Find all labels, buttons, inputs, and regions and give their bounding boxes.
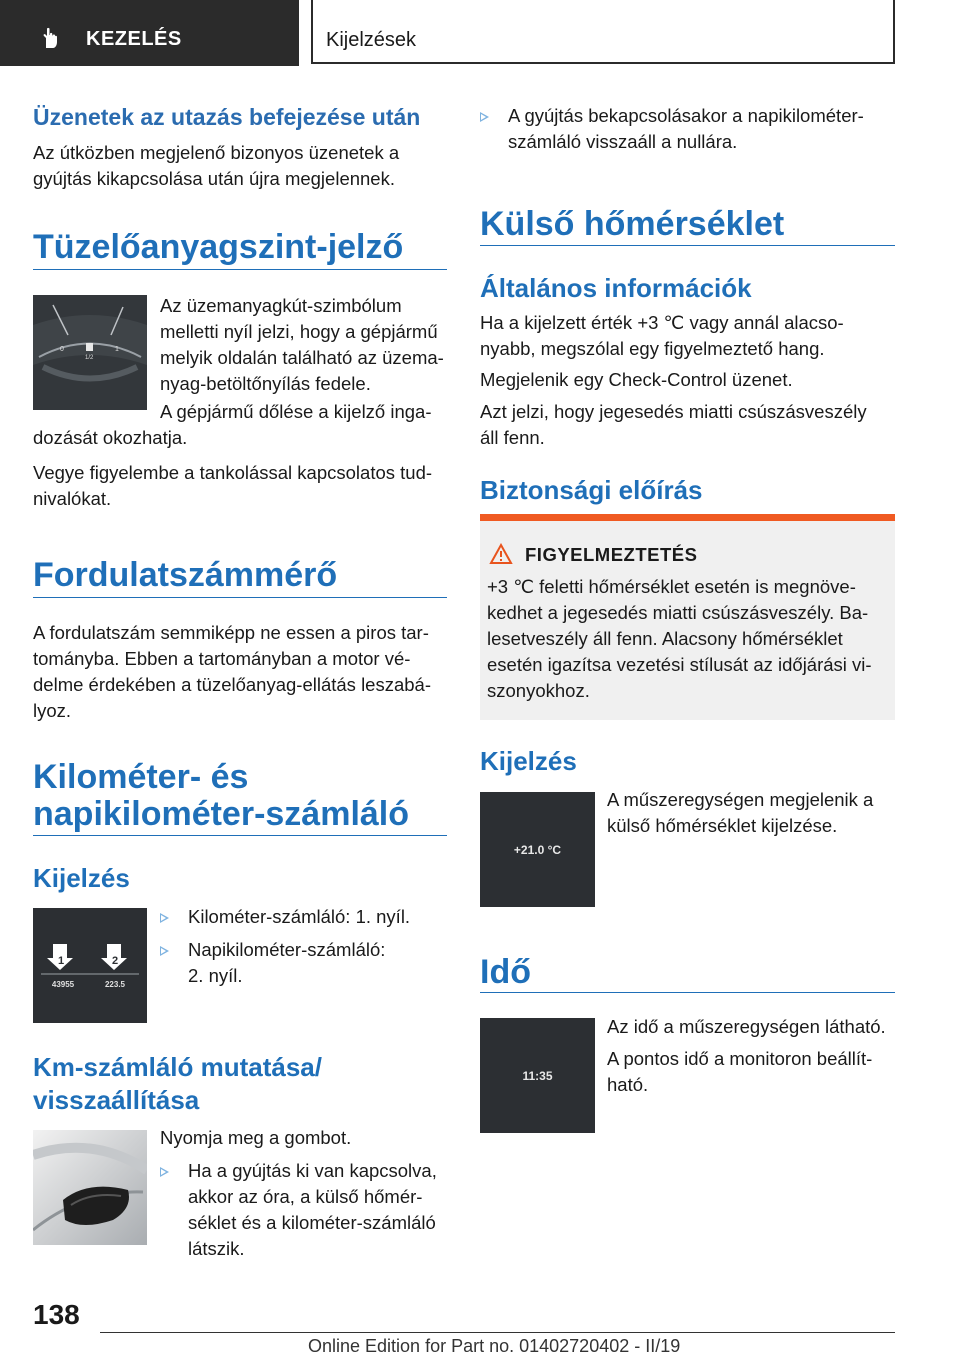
trip-value: 223.5 [104, 980, 126, 989]
time-desc-1: Az idő a műszeregységen látható. [607, 1016, 886, 1037]
footer-rule [100, 1332, 895, 1333]
triangle-bullet-icon [160, 946, 169, 956]
heading-fuel-gauge: Tüzelőanyagszint-jelző [33, 228, 404, 266]
heading-km-reset-1: Km-számláló mutatása/ [33, 1052, 322, 1082]
heading-rule [480, 992, 895, 993]
warning-accent-bar [480, 514, 895, 521]
fuel-full-label: 1 [115, 346, 119, 353]
fuel-text-2b: dozását okozhatja. [33, 427, 188, 448]
general-text-3: Azt jelzi, hogy jegesedés miatti csúszásveszély áll fenn. [480, 401, 867, 448]
warning-triangle-icon [489, 543, 513, 565]
warning-title: FIGYELMEZTETÉS [525, 544, 698, 565]
clock-value: 11:35 [522, 1069, 553, 1083]
chapter-title: Kijelzések [326, 29, 417, 51]
odometer-image [33, 908, 147, 1023]
temperature-display-image [480, 792, 595, 907]
header-section-tab [0, 0, 299, 66]
header-title-box [311, 0, 895, 64]
triangle-bullet-icon [160, 913, 169, 923]
heading-rule [33, 597, 447, 598]
heading-rpm: Fordulatszámmérő [33, 556, 338, 594]
messages-line-1: Az útközben megjelenő bizonyos üzenetek a [33, 142, 400, 163]
general-text-1: Ha a kijelzett érték +3 ℃ vagy annál alacso‐ nyabb, megszólal egy figyelmeztető hang. [480, 312, 844, 359]
heading-rule [480, 245, 895, 246]
odometer-item-1: Kilométer-számláló: 1. nyíl. [160, 904, 410, 930]
svg-text:1: 1 [57, 955, 65, 967]
heading-display: Kijelzés [33, 863, 130, 893]
heading-outside-temp: Külső hőmérséklet [480, 205, 785, 243]
odometer-value: 43955 [51, 980, 75, 989]
fuel-empty-label: 0 [60, 346, 64, 353]
warning-text: +3 ℃ feletti hőmérséklet esetén is megnöve‐ kedhet a jegesedés miatti csúszásveszély. Ba‐ lesetveszély áll fenn. Alacsony hőmérséklet esetén igazítsa vezetési stílusát az időjárási vi‐ szonyokhoz. [487, 576, 872, 701]
heading-messages: Üzenetek az utazás befejezése után [33, 104, 421, 130]
heading-rule [33, 835, 447, 836]
fuel-text-3: Vegye figyelembe a tankolással kapcsolatos tud‐ nivalókat. [33, 462, 433, 509]
messages-line-2: gyújtás kikapcsolása után újra megjelennek. [33, 168, 395, 189]
heading-general-info: Általános információk [480, 273, 752, 303]
fuel-half-label: 1/2 [85, 355, 94, 361]
fuel-text-2a: A gépjármű dőlése a kijelző inga‐ [160, 401, 432, 422]
fuel-text-1: Az üzemanyagkút-szimbólum melletti nyíl jelzi, hogy a gépjármű melyik oldalán található az üzema‐ nyag-betöltőnyílás fedele. [160, 295, 444, 394]
heading-display-right: Kijelzés [480, 746, 577, 776]
heading-time: Idő [480, 953, 531, 991]
fuel-gauge-image [33, 295, 147, 410]
km-press-text: Nyomja meg a gombot. [160, 1127, 352, 1148]
odometer-item-2: Napikilométer-számláló: 2. nyíl. [160, 937, 385, 989]
clock-display-image [480, 1018, 595, 1133]
reset-button-image [33, 1130, 147, 1245]
heading-odometer-2: napikilométer-számláló [33, 795, 410, 833]
section-label: KEZELÉS [86, 28, 182, 50]
fuel-pump-icon [86, 343, 93, 351]
time-desc-2: A pontos idő a monitoron beállít‐ ható. [607, 1048, 873, 1095]
triangle-bullet-icon [160, 1167, 169, 1177]
page-number: 138 [33, 1299, 80, 1330]
heading-rule [33, 269, 447, 270]
heading-km-reset-2: visszaállítása [33, 1085, 200, 1115]
reset-item: A gyújtás bekapcsolásakor a napikilométer- számláló visszaáll a nullára. [480, 103, 864, 155]
general-text-2: Megjelenik egy Check-Control üzenet. [480, 369, 793, 390]
heading-safety: Biztonsági előírás [480, 475, 703, 505]
km-item-1: Ha a gyújtás ki van kapcsolva, akkor az óra, a külső hőmér‐ séklet és a kilométer-számláló látszik. [160, 1158, 437, 1262]
svg-text:2: 2 [111, 955, 119, 967]
triangle-bullet-icon [480, 112, 489, 122]
heading-odometer-1: Kilométer- és [33, 758, 249, 796]
temperature-desc: A műszeregységen megjelenik a külső hőmérséklet kijelzése. [607, 789, 874, 836]
hand-pointer-icon [38, 26, 62, 50]
rpm-text: A fordulatszám semmiképp ne essen a piros tar‐ tományba. Ebben a tartományban a motor vé‐ delme érdekében a tüzelőanyag-ellátás leszabá‐ lyoz. [33, 622, 432, 721]
footer-edition: Online Edition for Part no. 01402720402 - II/19 [308, 1336, 681, 1356]
temperature-value: +21.0 °C [513, 843, 562, 857]
